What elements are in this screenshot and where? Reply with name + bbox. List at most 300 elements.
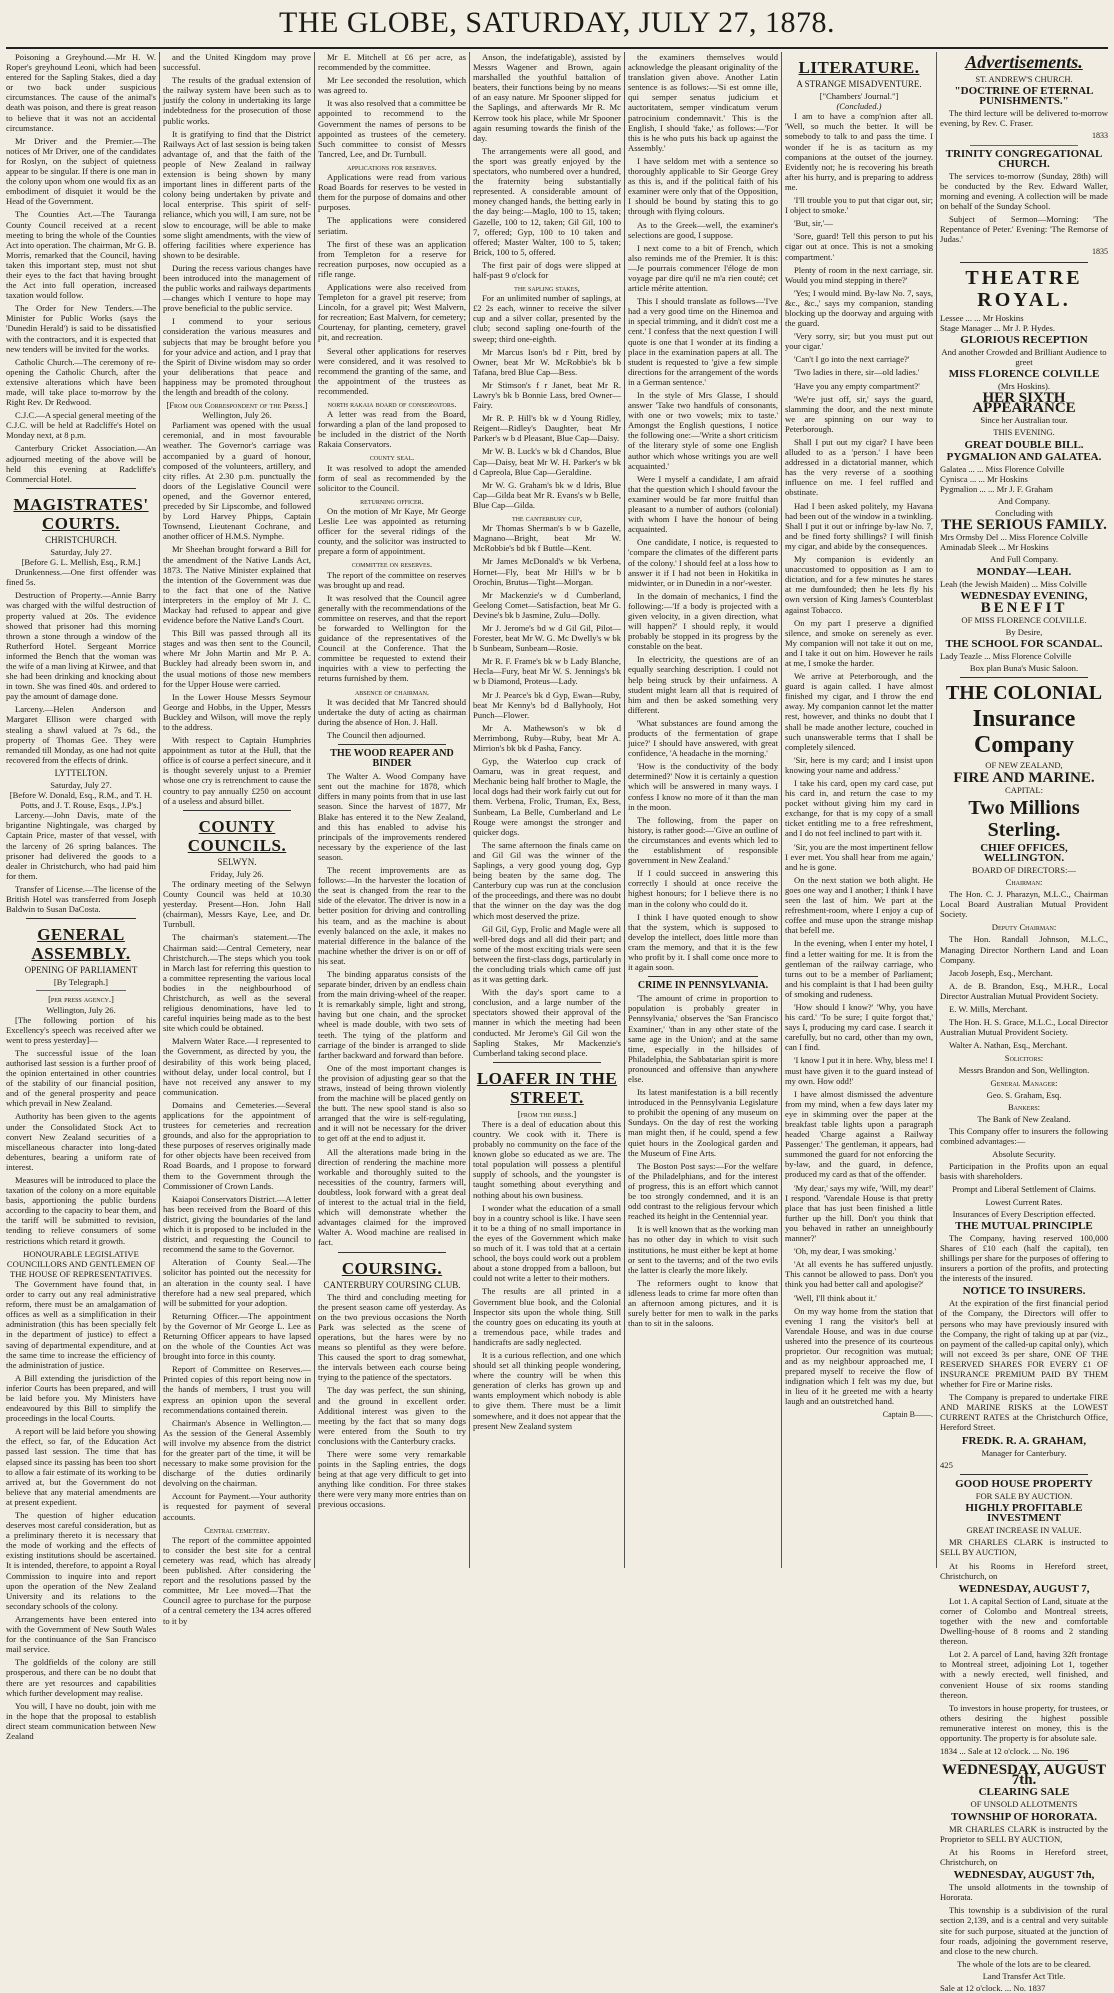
- news-paragraph: It is well known that as the working man has no other day in which to visit such institutions, he must either be kept at home or sent to the taverns; and of the two evils the latter is clearly the more likely.: [628, 1224, 778, 1275]
- story-paragraph: My companion is evidently an unaccustomed to opposition as I am to dictation, and for a few minutes he stares at me dumfounded; then he lets fly his own version of King James's Counterblast against Tobacco.: [785, 554, 933, 615]
- ad-line: Lowest Current Rates.: [985, 1196, 1063, 1207]
- news-paragraph: Kaiapoi Conservators District.—A letter has been received from the Board of this district, giving the boundaries of the land which it is proposed to be included in the district, and requesting the Council to recommend the same to the Governor.: [163, 1193, 311, 1255]
- divider: [960, 1760, 1088, 1761]
- ad-line: By Desire,: [1005, 627, 1043, 638]
- story-paragraph: 'Well, I'll think about it.': [794, 1292, 877, 1303]
- divider: [970, 145, 1078, 146]
- news-paragraph: Domains and Cemeteries.—Several applications for the appointment of trustees for cemeteries and recreation grounds, and also for the appropriation to these purposes of reserves originally made for other objects have been received from Road Boards, and I propose to forward them to the Government through the Commissioner of Crown Lands.: [163, 1099, 311, 1191]
- news-paragraph: All the alterations made bring in the direction of rendering the machine more workable and thoroughly suited to the necessities of the country, farmers will, doubtless, look forward with a great deal of interest to the actual trial in the field, which will demonstrate whether the advantages claimed for the improved Walter A. Wood machine are realised in fact.: [318, 1146, 466, 1248]
- ad-title: HIGHLY PROFITABLE INVESTMENT: [965, 1502, 1083, 1525]
- dateline: Saturday, July 27.: [50, 780, 112, 790]
- ad-text: MR CHARLES CLARK is instructed by the Proprietor to SELL BY AUCTION,: [940, 1823, 1108, 1844]
- column-3: [318, 52, 466, 1568]
- minor-heading: absence of chairman.: [354, 686, 430, 697]
- ad-title: THE COLONIAL: [945, 682, 1103, 705]
- ad-line: Stage Manager ... Mr J. P. Hydes.: [940, 322, 1056, 333]
- ad-text: Lot 2. A parcel of Land, having 32ft frontage to Montreal street, adjoining Lot 1, together with a newly erected, well finished, and convenient House of six rooms standing thereon.: [940, 1649, 1108, 1700]
- news-paragraph: the examiners themselves would acknowledge the pleasant originality of the translation given above. Another Latin sentence is as follows:—'Si est omne ille, qui semper senatus judicium et auctoritatem, semper vindicatum verum patrocinium condemnavit.' This is the English, I should 'fake,' as follows:—'For this is he who puts his back up against the Assembly.': [628, 52, 778, 153]
- ad-title: FIRE AND MARINE.: [953, 769, 1095, 786]
- news-paragraph: 'What substances are found among the products of the fermentation of grape juice?' I should have answered, with great confidence, 'A headache in the morning.': [628, 717, 778, 759]
- story-paragraph: In the evening, when I enter my hotel, I find a letter waiting for me. It is from the gentleman of the railway carriage, who turns out to be a member of Parliament; and his complaint is that I had been guilty of smoking and rudeness.: [785, 938, 933, 999]
- news-paragraph: The Counties Act.—The Tauranga County Council received at a recent meeting to bring the whole of the Counties Act into operation. The chairman, Mr G. B. Morris, remarked that the Council, having taken this important step, must not shut their eyes to the fact that having brought the Act into full operation, increased taxation would follow.: [6, 209, 156, 301]
- divider: [960, 677, 1088, 678]
- news-paragraph: I have seldom met with a sentence so thoroughly applicable to Sir George Grey as this is, and if the political faith of his examiner were only that of the Opposition, I should be bound by stating this to go through with flying colours.: [628, 155, 778, 217]
- news-paragraph: Arrangements have been entered into with the Government of New South Wales for the continuance of the San Francisco mail service.: [6, 1613, 156, 1655]
- column-1: [6, 52, 156, 1741]
- column-rule: [624, 52, 625, 1568]
- news-paragraph: In the domain of mechanics, I find the following:—'If a body is projected with a given velocity, in a given direction, what will happen?' I should reply, it would probably be stopped in its progress by the constable on the beat.: [628, 590, 778, 652]
- story-paragraph: On my part I preserve a dignified silence, and smoke on serenely as ever. My companion will not take it out on me, and I take it out on him. However he rails at me, I smoke the harder.: [785, 617, 933, 668]
- news-paragraph: Mr Marcus Ison's bd r Pitt, bred by Owner, beat Mr W. McRobbie's bk b Tafana, bred Blue Cap—Bess.: [473, 346, 621, 377]
- news-paragraph: A Bill extending the jurisdiction of the inferior Courts has been prepared, and will be laid before you. My Ministers have endeavoured by this Bill to simplify the proceedings in the local Courts.: [6, 1372, 156, 1424]
- ad-line: Box plan Buna's Music Saloon.: [969, 663, 1079, 674]
- news-paragraph: I think I have quoted enough to show that the system, which is supposed to develop the intellect, does little more than cram the memory, and that it is the few who profit by it. I shall come once more to it again soon.: [628, 911, 778, 973]
- news-paragraph: It was decided that Mr Tancred should undertake the duty of acting as chairman during the absence of Hon. J. Hall.: [318, 696, 466, 727]
- news-paragraph: The first of these was an application from Templeton for a reserve for recreation purposes, now occupied as a rifle range.: [318, 238, 466, 279]
- minor-heading: county seal.: [369, 452, 415, 463]
- news-paragraph: Mr W. G. Graham's bk w d Idris, Blue Cap—Gilda beat Mr R. Evans's w b Belle, Blue Cap—Gilda.: [473, 479, 621, 510]
- source-note: ["Chambers' Journal."]: [819, 91, 899, 102]
- news-paragraph: Mr R. P. Hill's bk w d Young Ridley, Reigent—Ridley's Daughter, beat Mr Parker's w b d Pleasant, Blue Cap—Daisy.: [473, 413, 621, 444]
- bench-note: [Before G. L. Mellish, Esq., R.M.]: [21, 557, 141, 568]
- ad-text: The third lecture will be delivered to-morrow evening, by Rev. C. Fraser.: [940, 108, 1108, 129]
- ad-line: Solicitors:: [1004, 1053, 1044, 1064]
- news-paragraph: Mr Driver and the Premier.—The notices of Mr Driver, one of the candidates for Roslyn, on the subject of quietness appear to be singular. If there is one man in the colony upon whom one would fix as an embodiment of disquiet it would be the Head of the Government.: [6, 135, 156, 207]
- news-paragraph: As to the Greek—well, the examiner's selections are good, I suppose.: [628, 219, 778, 240]
- ad-title: NOTICE TO INSURERS.: [962, 1285, 1086, 1298]
- news-paragraph: The results are all printed in a Government blue book, and the Colonial Inspector sits upon the whole thing. Still the country goes on educating its youth at a tremendous pace, while trades and handicrafts are sadly neglected.: [473, 1286, 621, 1347]
- ad-line: THIS EVENING.: [993, 427, 1055, 438]
- ad-line: Deputy Chairman:: [991, 922, 1057, 933]
- news-paragraph: and the United Kingdom may prove successful.: [163, 52, 311, 73]
- news-paragraph: Gil Gil, Gyp, Frolic and Magle were all well-bred dogs and all did their part; and some of the most exciting trials were seen between the first-class dogs, particularly in the concluding trials which came off just as it was getting dark.: [473, 923, 621, 985]
- story-paragraph: 'At all events he has suffered unjustly. This cannot be allowed to pass. Don't you think you had better call and apologise?': [785, 1259, 933, 1290]
- ad-line: Geo. S. Graham, Esq.: [986, 1089, 1062, 1100]
- ad-title: Two Millions Sterling.: [968, 796, 1080, 841]
- cast-line: Lady Teazle ... Miss Florence Colville: [940, 651, 1072, 662]
- bench-note: [Before W. Donald, Esq., R.M., and T. H. Potts, and J. T. Rouse, Esqs., J.P's.]: [9, 790, 153, 811]
- ad-number: 1833: [1092, 131, 1108, 141]
- ad-text: The Company is prepared to undertake FIRE AND MARINE RISKS at the LOWEST CURRENT RATES at the Christchurch Office, Hereford Street.: [940, 1392, 1108, 1433]
- ad-title: BENEFIT: [980, 599, 1068, 616]
- ad-line: Land Transfer Act Title.: [982, 1970, 1066, 1981]
- ad-footer: 1834 ... Sale at 12 o'clock. ... No. 196: [940, 1746, 1070, 1757]
- news-paragraph: Anson, the indefatigable), assisted by Messrs Wagener and Brown, again marshalled the youthful battalion of beaters, their functions being by no means of an easy nature. Mr Spooner slipped for the Saplings, and afterwards Mr R. Mc Kerrow took his place, while Mr Spooner again resuming towards the finish of the day.: [473, 52, 621, 143]
- ad-title: WEDNESDAY, AUGUST 7th.: [942, 1762, 1106, 1789]
- news-paragraph: It was also resolved that a committee be appointed to recommend to the Government the names of persons to be appointed as trustees of the cemetery. Such committee to consist of Messrs Tancred, Lee, and Dr. Turnbull.: [318, 98, 466, 159]
- story-paragraph: 'My dear,' says my wife, 'Will, my dear!' I respond. 'Varendale House is that pretty place that has just been finished a little further up the hill. Don't you think that you behaved in rather an unneighbourly manner?': [785, 1182, 933, 1244]
- news-paragraph: The day was perfect, the sun shining, and the ground in excellent order. Additional interest was given to the meeting by the fact that so many dogs were entered from the South to try conclusions with the Canterbury cracks.: [318, 1385, 466, 1446]
- ad-line: And Company.: [998, 496, 1050, 506]
- ad-title: GOOD HOUSE PROPERTY: [955, 1477, 1093, 1490]
- ad-text: Walter A. Nathan, Esq., Merchant.: [949, 1040, 1068, 1051]
- cast-line: Galatea ... ... Miss Florence Colville: [940, 463, 1065, 474]
- ad-line: Concluding with: [995, 508, 1053, 519]
- news-paragraph: With respect to Captain Humphries appointment as tutor at the Hull, that the office is of course a perfect sinecure, and it is thought severely unjust to a Premier whose one cry is retrenchment to cause the country to pay annually £250 on account of a useless and absurd billet.: [163, 735, 312, 806]
- ad-line: OF MISS FLORENCE COLVILLE.: [961, 614, 1087, 625]
- continuation-note: (Concluded.): [836, 101, 882, 112]
- ad-line: (Mrs Hoskins).: [997, 381, 1051, 392]
- story-paragraph: 'I know I put it in here. Why, bless me! I must have given it to the guard instead of my own. How odd!': [785, 1055, 933, 1086]
- section-heading: COURSING.: [341, 1258, 443, 1278]
- ad-text: To investors in house property, for trustees, or others desiring the highest possible remunerative interest on money, this is the opportunity. The property is for absolute sale.: [940, 1702, 1108, 1743]
- news-paragraph: In the Lower House Messrs Seymour George and Hobbs, in the Upper, Messrs Buckley and Wilson, will move the reply to the address.: [163, 691, 311, 732]
- column-rule: [469, 52, 470, 1568]
- ad-text: The Hon. H. S. Grace, M.L.C., Local Director Australian Mutual Provident Society.: [940, 1017, 1108, 1038]
- column-6: [785, 52, 933, 1568]
- news-paragraph: A report will be laid before you showing the effect, so far, of the Education Act passed last session. The time that has elapsed since its passing has been too short to allow a fair estimate of its working to be arrived at, but the Government do not believe that any material amendments are at present expedient.: [6, 1426, 156, 1507]
- news-paragraph: One of the most important changes is the provision of adjusting gear so that the straws, instead of being thrown violently from the machine will be placed gently on the butt. The new spool stand is also so arranged that the wire is self-regulating, and it will not be necessary for the driver to get off at the end to adjust it.: [318, 1062, 466, 1144]
- advertisements-heading: Advertisements.: [965, 52, 1083, 72]
- news-paragraph: Mr W. B. Luck's w bk d Chandos, Blue Cap—Daisy, beat Mr W. H. Parker's w bk d Capreola, Blue Cap—Geraldine.: [473, 446, 621, 477]
- minor-heading: applications for reserves.: [347, 161, 437, 172]
- section-heading: LITERATURE.: [798, 58, 920, 77]
- news-paragraph: Mr Mackenzie's w d Cumberland, Geelong Comet—Satisfaction, beat Mr G. Devine's bk b Jasmine, Zulu—Dolly.: [473, 589, 621, 620]
- ad-title: CHIEF OFFICES, WELLINGTON.: [980, 841, 1068, 864]
- news-paragraph: 'The amount of crime in proportion to population is probably greater in Pennsylvania,' observes the 'San Francisco Examiner,' 'than in any other state of the same age in the Union'; and at the same time, especially in the hillsides of Philadelphia, the Sabbatarian spirit is more pronounced and offensive than anywhere else.: [628, 993, 778, 1084]
- ad-title: PYGMALION AND GALATEA.: [946, 450, 1102, 463]
- news-paragraph: It was resolved to adopt the amended form of seal as recommended by the solicitor to the Council.: [318, 462, 466, 493]
- ad-title: TOWNSHIP OF HORORATA.: [951, 1810, 1097, 1823]
- section-heading: LOAFER IN THE STREET.: [476, 1068, 618, 1107]
- story-paragraph: 'Sir, you are the most impertinent fellow I ever met. You shall hear from me again,' and he is gone.: [785, 841, 933, 872]
- news-paragraph: If I could succeed in answering this correctly I should at once receive the highest honours; for I believe there is no man in the colony who could do it.: [628, 868, 778, 909]
- divider: [36, 990, 126, 991]
- news-paragraph: Mr Sheehan brought forward a Bill for the amendment of the Native Lands Act, 1873. The Native Minister explained that the intention of the Government was due to the fact that one of the Native interpreters in the employ of Mr J. C. Mackay had refused to appear and give evidence before the Native Land's Court.: [163, 544, 311, 626]
- news-paragraph: The successful issue of the loan authorised last session is a further proof of the opinion entertained in other countries of the stability of our financial position, and of the general prosperity and peace which prevail in New Zealand.: [6, 1047, 156, 1109]
- story-signature: Captain B——.: [882, 1409, 933, 1419]
- ad-line: OF NEW ZEALAND,: [985, 760, 1063, 771]
- news-paragraph: Several other applications for reserves were considered, and it was resolved to recommend the granting of the same, and the appointment of the trustees as recommended.: [318, 345, 466, 396]
- news-paragraph: The ordinary meeting of the Selwyn County Council was held at 10.30 yesterday. Present—Hon. John Hall (chairman), Messrs Kaye, Lee, and Dr. Turnbull.: [163, 878, 311, 930]
- column-rule: [159, 52, 160, 1568]
- news-paragraph: The Council then adjourned.: [327, 729, 426, 740]
- news-paragraph: Destruction of Property.—Annie Barry was charged with the wilful destruction of property valued at 20s. The evidence showed that prisoner had this morning thrown a stone through a window of the Rutherford Hotel. Sergeant Morrice informed the Bench that the woman was the wife of a man living at Kirwee, and that she had been drinking and knocking about in town. She was fined 40s. and ordered to pay the amount of damage done.: [6, 590, 156, 702]
- ad-text: At his Rooms in Hereford street, Christchurch, on: [940, 1846, 1108, 1867]
- news-paragraph: Mr A. Mathewson's w bk d Merrimbong, Ruby—Ruby, beat Mr A. Mirrion's bk bk d Pasha, Fancy.: [473, 722, 621, 753]
- ad-line: Prompt and Liberal Settlement of Claims.: [952, 1184, 1096, 1195]
- news-paragraph: It is gratifying to find that the District Railways Act of last session is being taken advantage of, and that the faith of the people of New Zealand in railway extension is being shown by many important lines in different parts of the colony being undertaken by private and local enterprise. This spirit of self-reliance, which you will, I am sure, not be slow to encourage, will be able to make some slight amendments, with the view of offering facilities where experience has shown to be desirable.: [163, 128, 311, 260]
- dateline: Saturday, July 27.: [50, 546, 112, 557]
- dateline: Friday, July 26.: [210, 868, 264, 879]
- news-paragraph: The first pair of dogs were slipped at half-past 9 o'clock for: [473, 259, 621, 280]
- divider: [338, 1252, 446, 1253]
- ad-title: GLORIOUS RECEPTION: [960, 333, 1088, 346]
- news-paragraph: Mr E. Mitchell at £6 per acre, as recommended by the committee.: [318, 52, 466, 73]
- news-paragraph: I commend to your serious consideration the various measures and subjects that may be brought before you for your advice and action, and I pray that the Spirit of Divine wisdom may so order your deliberations that peace and happiness may be promoted throughout the length and breadth of the colony.: [163, 316, 311, 397]
- subheading: CANTERBURY COURSING CLUB.: [323, 1279, 461, 1290]
- news-paragraph: Canterbury Cricket Association.—An adjourned meeting of the above will be held this evening at Radcliffe's Commercial Hotel.: [6, 443, 156, 484]
- story-paragraph: Had I been asked politely, my Havana had been out of the window in a twinkling. Shall I put it out or infringe by-law No. 7, and be fined forty shillings? I will finish my cigar, and abide by the consequences.: [785, 500, 933, 551]
- ad-title: CLEARING SALE: [978, 1786, 1070, 1799]
- ad-title: WEDNESDAY, AUGUST 7th,: [953, 1869, 1095, 1882]
- ad-text: This Company offer to insurers the following combined advantages:—: [940, 1125, 1108, 1147]
- news-paragraph: The Boston Post says:—For the welfare of the Philadelphians, and for the interest of progress, this is an effort which cannot be too strongly condemned, and it is an odd contrast to the religious fervour which reached its height in the Centennial year.: [628, 1160, 778, 1222]
- ad-line: BOARD OF DIRECTORS:—: [972, 864, 1076, 875]
- news-paragraph: The Walter A. Wood Company have sent out the machine for 1878, which differs in many points from that in use last season. Since the harvest of 1877, Mr Blake has entered it to the New Zealand, and this has enabled to advise his principals of the improvements rendered necessary by the experience of the last season.: [318, 771, 466, 862]
- ad-text: The services to-morrow (Sunday, 28th) will be conducted by the Rev. Edward Waller, morning and evening. A collection will be made on behalf of the Sunday School.: [940, 170, 1108, 212]
- news-paragraph: There is a deal of education about this country. We cook with it. There is probably no community on the face of the known globe so educated as we are. The total population will possess a plentiful supply of schools, and the youngster is taught something about everything and nothing about his own business.: [473, 1118, 621, 1200]
- divider: [493, 1062, 601, 1063]
- news-paragraph: [The following portion of his Excellency's speech was received after we went to press yesterday]—: [6, 1014, 156, 1045]
- ad-text: The Company, having reserved 100,000 Shares of £10 each (half the capital), ten shillings per share for the purposes of offering to insurers a portion of the profits, and protecting the interests of the insured.: [940, 1232, 1108, 1284]
- story-paragraph: 'Yes; I would mind. By-law No. 7, says, &c., &c.,' says my companion, standing blocking up the doorway and arguing with the guard.: [785, 287, 933, 329]
- ad-number: 1835: [1092, 247, 1108, 257]
- ad-line: Manager for Canterbury.: [981, 1447, 1067, 1458]
- minor-heading: committee on reserves.: [351, 559, 433, 570]
- news-paragraph: Gyp, the Waterloo cup crack of Oamaru, was in great request, and Mechanic being half brother to Magle, the local dogs had their work fairly cut out for them. Verbena, Frolic, Truman, Ex, Bess, Sunbeam, La Belle, Cumberland and Le Rouge were amongst the stronger and quicker dogs.: [473, 756, 621, 837]
- story-paragraph: 'Oh, my dear, I was smoking.': [794, 1246, 897, 1257]
- news-paragraph: Larceny.—Helen Anderson and Margaret Ellison were charged with stealing a shawl valued at 7s 6d., the property of Thomas Gee. They were remanded till Monday, as one had not quite recovered from the effects of drink.: [6, 704, 156, 765]
- subheading: SELWYN.: [217, 856, 257, 867]
- masthead-rule: [6, 47, 1108, 49]
- news-paragraph: The report of the committee on reserves was brought up and read.: [318, 569, 466, 590]
- ad-line: General Manager:: [990, 1077, 1058, 1088]
- section-heading: GENERAL ASSEMBLY.: [31, 925, 131, 964]
- news-paragraph: Returning Officer.—The appointment by the Governor of Mr George L. Lee as Returning Officer appears to have lapsed on the whole of the Counties Act was brought into force in this county.: [163, 1310, 311, 1362]
- cast-line: Aminadab Sleek ... Mr Hoskins: [940, 542, 1049, 553]
- story-paragraph: We arrive at Peterborough, and the guard is again called. I have almost finished my cigar, and I throw the end away. My companion cannot let the matter rest, however, and thinks no doubt that I shall be made another lecture, couched in such unanswerable terms that I shall be completely silenced.: [785, 671, 933, 752]
- dateline: Wellington, July 26.: [46, 1004, 116, 1015]
- newspaper-title: THE GLOBE, SATURDAY, JULY 27, 1878.: [279, 6, 835, 39]
- news-paragraph: 'How is the conductivity of the body determined?' Now it is certainly a question which will be answered in many ways. I confess I know no more of it than the man in the moon.: [628, 761, 778, 812]
- news-paragraph: Account for Payment.—Your authority is requested for payment of several accounts.: [163, 1491, 311, 1522]
- divider: [26, 918, 136, 919]
- story-paragraph: 'Sore, guard! Tell this person to put his cigar out at once. This is not a smoking compartment.': [785, 231, 933, 262]
- ad-line: Lessee ... ... Mr Hoskins: [940, 312, 1024, 323]
- news-paragraph: The same afternoon the finals came on and Gil Gil was the winner of the Saplings, a very good young dog, Gyp being beaten by the same dog. The Canterbury cup was run at the conclusion of the proceedings, and there was no doubt that the winner on the day was the dog which most deserved the prize.: [473, 839, 621, 921]
- news-paragraph: I wonder what the education of a small boy in a country school is like. I have seen it to be a thing of no small importance in the eyes of the Government which make so much of it. I was told that at a certain school, the boys could work out a problem about a stone dropped from a balloon, but could not write a letter to their mothers.: [473, 1202, 621, 1284]
- ad-line: Messrs Brandon and Son, Wellington.: [958, 1065, 1090, 1076]
- ad-title: ST. ANDREW'S CHURCH.: [975, 74, 1073, 84]
- ad-line: Chairman:: [1005, 876, 1043, 887]
- ad-line: Bankers:: [1007, 1101, 1041, 1112]
- story-paragraph: I am to have a comp'nion after all. 'Well, so much the better. It will be somebody to talk to and pass the time. I wonder if he is as taciturn as my companions at the outset of the journey. Evidently not; he is recovering his breath after his hurry, and is preparing to address me.: [785, 111, 933, 192]
- subheading: CHRISTCHURCH.: [45, 534, 117, 545]
- minor-heading: the sapling stakes,: [514, 283, 580, 294]
- subheading: LYTTELTON.: [54, 767, 108, 778]
- ad-line: GREAT INCREASE IN VALUE.: [966, 1525, 1082, 1536]
- ad-title: THE SCHOOL FOR SCANDAL.: [945, 638, 1103, 651]
- subheading: A STRANGE MISADVENTURE.: [796, 79, 922, 89]
- minor-heading: Central cemetery.: [204, 1524, 270, 1535]
- news-paragraph: Measures will be introduced to place the taxation of the colony on a more equitable basis, apportioning the public burdens according to the capacity to bear them, and the tariff will be submitted to revision, tending to relieve consumers of some restrictions which retard it growth.: [6, 1175, 156, 1246]
- ad-line: CAPITAL:: [1005, 784, 1043, 795]
- news-paragraph: C.J.C.—A special general meeting of the C.J.C. will be held at Radcliffe's Hotel on Monday next, at 8 p.m.: [6, 410, 156, 441]
- news-paragraph: Mr J. Jerome's bd w d Gil Gil, Pilot—Forester, beat Mr W. G. Mc Dwelly's w bk b Sunbeam, Sunbeam—Rosie.: [473, 622, 621, 654]
- story-paragraph: I take his card, open my card case, put his card in, and return the case to my pocket without giving him my card in exchange, for that is my copy of a small ticket entitling me to a free refreshment, and I do not feel inclined to part with it.: [785, 778, 933, 839]
- section-heading: COUNTY COUNCILS.: [187, 816, 287, 855]
- news-paragraph: The binding apparatus consists of the separate binder, driven by an endless chain from the main driving-wheel of the reaper. It is remarkably simple, light and strong, having but one chain, and the sprocket wheel is made double, with two sets of teeth. The tying of the platform and carriage of the binder is arranged to slide farther backward and forward than before.: [318, 968, 466, 1060]
- ad-text: The Hon. C. J. Pharazyn, M.L.C., Chairman Local Board Australian Mutual Provident Society.: [940, 889, 1108, 920]
- ad-text: E. W. Mills, Merchant.: [949, 1004, 1028, 1014]
- ad-text: MR CHARLES CLARK is instructed to SELL BY AUCTION,: [940, 1537, 1108, 1558]
- news-paragraph: On the motion of Mr Kaye, Mr George Leslie Lee was appointed as returning officer for the several ridings of the county, and the solicitor was instructed to prepare a form of appointment.: [318, 505, 466, 557]
- ad-line: And Full Company.: [990, 554, 1058, 565]
- news-paragraph: Mr James McDonald's w bk Verbena, Hornet—Fly, beat Mr Hill's w br b Orochin, Brutus—Tight—Morgan.: [473, 556, 621, 587]
- section-heading: MAGISTRATES' COURTS.: [13, 494, 149, 533]
- ad-text: At the expiration of the first financial period of the Company, the Directors will offer to persons who may have previously insured with the Company, the right of taking up at par (viz., on payment of the called-up capital only), which will not exceed 3s per share, ONE OF THE RESERVED SHARES FOR EVERY £1 OF INSURANCE PREMIUM PAID BY THEM whether for Fire or Marine risks.: [940, 1298, 1108, 1390]
- news-paragraph: In electricity, the questions are of an equally searching description. I could not help being struck by their unfairness. A student might learn all that is required of him and then be asked something very different.: [628, 654, 778, 715]
- source-note: [From our Correspondent of the Press.]: [166, 400, 308, 411]
- news-paragraph: Transfer of License.—The license of the British Hotel was transferred from Joseph Baldwin to Susan DaCosta.: [6, 883, 156, 915]
- news-paragraph: It is a curious reflection, and one which should set all thinking people wondering, where the country will be when this generation of clerks has grown up and wants employment which nobody is able to give them. There must be a limit somewhere, and it does not appear that the present New Zealand system: [473, 1349, 621, 1431]
- story-paragraph: 'Have you any empty compartment?': [794, 380, 920, 391]
- news-paragraph: Parliament was opened with the usual ceremonial, and in most favourable weather. The Governor's carriage was accompanied by a guard of honour, composed of the volunteers, artillery, and city rifles. At 2.30 p.m. punctually the doors of the Legislative Council were opened, and the Governor entered, preceded by Sir Lipscombe, and followed by Lord Harvey Phipps, Captain Townsend, Lieutenant Cochrane, and another officer of H.M.S. Nymphe.: [163, 420, 311, 542]
- divider: [338, 744, 446, 745]
- source-note: [from the press.]: [517, 1108, 577, 1119]
- news-paragraph: Mr Lee seconded the resolution, which was agreed to.: [318, 75, 466, 96]
- news-paragraph: During the recess various changes have been introduced into the management of the public works and railways departments—changes which I venture to hope may prove beneficial to the public service.: [163, 262, 311, 314]
- news-paragraph: Mr Stimson's f r Janet, beat Mr R. Lawry's bk b Bonnie Lass, bred Owner—Fairy.: [473, 379, 621, 411]
- story-paragraph: 'Two ladies in there, sir—old ladies.': [794, 367, 920, 378]
- ad-text: The Hon. Randall Johnson, M.L.C., Managing Director Northern Land and Loan Company.: [940, 934, 1108, 965]
- story-paragraph: I have almost dismissed the adventure from my mind, when a few days later my eye in skimming over the paper at the breakfast table lights upon a paragraph headed 'Charge against a Railway Passenger.' The gentleman, it appears, had summoned the guard for not enforcing the by-law, and the guard, in defence, produced my card as that of the offender.: [785, 1088, 933, 1180]
- source-note: [per press agency.]: [48, 994, 114, 1005]
- news-paragraph: This Bill was passed through all its stages and was then sent to the Council, where Mr John Martin and Mr P. A. Buckley had already been sworn in, and the usual motions of those new members for the Upper House were carried.: [163, 628, 311, 689]
- story-paragraph: Plenty of room in the next carriage, sir. Would you mind stepping in there?': [785, 264, 933, 285]
- divider: [960, 1474, 1088, 1475]
- news-paragraph: You will, I have no doubt, join with me in the hope that the proposal to establish direct steam communication between New Zealand: [6, 1700, 156, 1741]
- news-paragraph: With the day's sport came to a conclusion, and a large number of the spectators showed their approval of the manner in which the meeting had been conducted. Mr Jerome's Gil Gil won the Sapling Stakes, Mr Mackenzie's Cumberland taking second place.: [473, 987, 621, 1058]
- column-2: [163, 52, 312, 1626]
- cast-line: Leah (the Jewish Maiden) ... Miss Colville: [940, 578, 1087, 589]
- story-paragraph: Shall I put out my cigar? I have been alluded to as a 'person.' I have been addressed in a dictatorial manner, which has the very reverse of a soothing influence on me. I feel ruffled and obstinate.: [785, 437, 933, 498]
- ad-title: THEATRE ROYAL.: [965, 266, 1083, 311]
- news-paragraph: Applications were also received from Templeton for a gravel pit reserve; from Lincoln, for a gravel pit; West Malvern, for recreation; East Malvern, for cemetery; Courtenay, for planting, cemetery, gravel pit, and recreation.: [318, 281, 466, 343]
- ad-line: And another Crowded and Brilliant Audience to greet: [941, 346, 1107, 367]
- ad-title: THE MUTUAL PRINCIPLE: [955, 1219, 1093, 1232]
- news-paragraph: This I should translate as follows—'I've had a very good time on the Hinemoa and in special trimming, and it didn't cost me a cent.' I confess that the next question I will quote is one that I wonder at its finding a place in the examination papers at all. The student is requested to 'give a few simple directions for the arrangement of the words in a German sentence.': [628, 296, 778, 387]
- ad-line: Insurances of Every Description effected.: [952, 1208, 1096, 1219]
- news-paragraph: Report of Committee on Reserves.—Printed copies of this report being now in the hands of members, I trust you will express an opinion upon the several recommendations contained therein.: [163, 1364, 311, 1415]
- news-paragraph: The Government have found that, in order to carry out any real administrative reform, there must be an amalgamation of offices as well as a simplification in their administration (this has been specially felt in the department of justice) to effect a saving of departmental expenditure, and at the same time to increase the efficiency of the administration of justice.: [6, 1278, 156, 1370]
- ad-title: "DOCTRINE OF ETERNAL PUNISHMENTS.": [954, 85, 1094, 108]
- news-paragraph: Authority has been given to the agents under the Consolidated Stock Act to convert New Zealand securities of a miscellaneous character into long-dated debentures, bearing a uniform rate of interest.: [6, 1111, 156, 1172]
- ad-text: A. de B. Brandon, Esq., M.H.R., Local Director Australian Mutual Provident Society.: [940, 980, 1108, 1001]
- ad-text: The unsold allotments in the township of Hororata.: [940, 1882, 1108, 1903]
- speech-address: HONOURABLE LEGISLATIVE COUNCILLORS AND GENTLEMEN OF THE HOUSE OF REPRESENTATIVES.: [6, 1248, 156, 1279]
- news-paragraph: Poisoning a Greyhound.—Mr H. W. Roper's greyhound Leoni, which had been entered for the Sapling Stakes, died a day or two back under suspicious circumstances. The cause of the animal's death was poison, and there is great reason to believe that it was not an accidental circumstance.: [6, 52, 156, 133]
- ad-line: FOR SALE BY AUCTION.: [975, 1490, 1073, 1501]
- column-7-advertisements: [940, 52, 1108, 1993]
- dateline: Wellington, July 26.: [202, 410, 272, 421]
- news-paragraph: There were some very remarkable points in the Sapling entries, the dogs being at that age very difficult to get into anything like condition. For three stakes there were very many more entries than on previous occasions.: [318, 1449, 466, 1510]
- section-heading: THE WOOD REAPER AND BINDER: [330, 748, 454, 770]
- news-paragraph: I next come to a bit of French, which also reminds me of the Premier. It is this:—Je pourrais commencer l'éloge de mon voyage par dire qu'il ne m'a rien couté; cet article mérite attention.: [628, 242, 778, 294]
- news-paragraph: The results of the gradual extension of the railway system have been such as to justify the colony in undertaking its large indebtedness for the prosecution of those public works.: [163, 75, 311, 126]
- news-paragraph: Larceny.—John Davis, mate of the brigantine Nightingale, was charged by Captain Price, master of that vessel, with the larceny of 26 spring balances. The prisoner had delivered the goods to a dealer in Christchurch, who had paid him for them.: [6, 810, 156, 881]
- ad-line: Since her Australian tour.: [980, 415, 1068, 426]
- news-paragraph: The chairman's statement.—The Chairman said:—Central Cemetery, near Christchurch.—The steps which you took in March last for referring this question to a committee representing the various local bodies in the neighbourhood of Christchurch, as well as the several religious denominations, have led to careful inquiries being made as to the best site which could be obtained.: [163, 932, 311, 1034]
- ad-title: FREDK. R. A. GRAHAM,: [961, 1434, 1087, 1447]
- news-paragraph: In the style of Mrs Glasse, I should answer 'Take two handfuls of consonants, with one or two vowels; mix to taste.' Amongst the English questions, I notice the following one:—'Write a short criticism of the literary style of some one English author which whose writings you are well acquainted.': [628, 390, 778, 471]
- news-paragraph: The Order for New Tenders.—The Minister for Public Works (says the 'Dunedin Herald') is said to be dissatisfied with the contractors, and it is expected that new tenders will be invited for the works.: [6, 303, 156, 354]
- news-paragraph: A letter was read from the Board, forwarding a plan of the land proposed to be included in the district of the North Rakaia Conservators.: [318, 409, 466, 450]
- minor-heading: the canterbury cup,: [511, 513, 583, 524]
- masthead: [0, 6, 1114, 46]
- ad-title: HER SIXTH APPEARANCE: [972, 390, 1076, 417]
- story-paragraph: 'How should I know?' 'Why, you have his card.' 'To be sure; I quite forgot that,' says I, producing my card case. I search it carefully, but no card, other than my own, can I find.: [785, 1001, 933, 1053]
- news-paragraph: Its latest manifestation is a bill recently introduced in the Pennsylvania Legislature to prohibit the opening of any museum on Sundays. On the day of rest the working man might then, if he could, spend a few quiet hours in the Zoological garden and the Museum of Fine Arts.: [628, 1087, 778, 1158]
- news-paragraph: The following, from the paper on history, is rather good:—'Give an outline of the circumstances and events which led to the establishment of responsible government in New Zealand.': [628, 814, 778, 866]
- story-paragraph: 'But, sir,'—: [794, 218, 833, 229]
- ad-text: At his Rooms in Hereford street, Christchurch, on: [940, 1560, 1108, 1581]
- source-note: [By Telegraph.]: [53, 977, 109, 988]
- ad-text: Lot 1. A capital Section of Land, situate at the corner of Colombo and Montreal streets, together with the new and comfortable Dwelling-house of 8 rooms and 2 standing thereon.: [940, 1595, 1108, 1647]
- story-paragraph: 'Can't I go into the next carriage?': [794, 354, 910, 365]
- ad-title: TRINITY CONGREGATIONAL CHURCH.: [945, 147, 1103, 170]
- story-paragraph: 'Sir, here is my card; and I insist upon knowing your name and address.': [785, 754, 933, 775]
- ad-text: Participation in the Profits upon an equal basis with shareholders.: [940, 1161, 1108, 1182]
- news-paragraph: Applications were read from various Road Boards for reserves to be vested in them for the purpose of domains and other purposes.: [318, 172, 466, 213]
- news-paragraph: The reformers ought to know that idleness leads to crime far more often than an afternoon among pictures, and it is surely better for men to walk in the parks than to sit in the saloons.: [628, 1277, 778, 1329]
- news-paragraph: Were I myself a candidate, I am afraid that the question which I should favour the examiner would be far more fruitful than pleasant to a number of authors (colonial) with whom I have the honour of being acquainted.: [628, 473, 778, 535]
- news-paragraph: Mr J. Pearce's bk d Gyp, Ewan—Ruby, beat Mr Kenny's bd d Ballyhooly, Hot Punch—Flower.: [473, 689, 621, 720]
- subheading: OPENING OF PARLIAMENT: [24, 965, 138, 976]
- story-paragraph: On the next station we both alight. He goes one way and I another; I think I have seen the last of him. We part at the refreshment-room, where I enjoy a cup of coffee and muse upon the strange mishap that befell me.: [785, 874, 933, 936]
- ad-line: The Bank of New Zealand.: [977, 1113, 1071, 1124]
- story-paragraph: 'Very sorry, sir; but you must put out your cigar.': [785, 331, 933, 352]
- news-paragraph: Alteration of County Seal.—The solicitor has pointed out the necessity for an alteration in the county seal. I have therefore had a new seal prepared, which will be submitted for your adoption.: [163, 1257, 311, 1308]
- news-paragraph: One candidate, I notice, is requested to 'compare the climates of the different parts of the colony.' I should feel at a loss how to answer it if I had not been in Hokitika in midwinter, or in Dunedin in a nor'-wester.: [628, 537, 778, 588]
- ad-footer: Sale at 12 o'clock. ... No. 1837: [940, 1982, 1046, 1993]
- ad-text: Jacob Joseph, Esq., Merchant.: [949, 967, 1053, 978]
- ad-title: THE SERIOUS FAMILY.: [941, 517, 1107, 534]
- news-paragraph: Chairman's Absence in Wellington.—As the session of the General Assembly will involve my absence from the district for the greater part of the time, it will be necessary to make some provision for the discharge of the duties ordinarily devolving on the chairman.: [163, 1417, 311, 1489]
- divider: [26, 488, 136, 489]
- story-paragraph: 'We're just off, sir,' says the guard, slamming the door, and the next minute we are spinning on our way to Peterborough.: [785, 393, 933, 434]
- cast-line: Pygmalion ... ... Mr J. F. Graham: [940, 483, 1053, 494]
- ad-title: MISS FLORENCE COLVILLE: [948, 367, 1100, 380]
- ad-title: WEDNESDAY, AUGUST 7,: [958, 1582, 1090, 1595]
- ad-text: Subject of Sermon—Morning: 'The Repentance of Peter.' Evening: 'The Remorse of Judas.': [940, 214, 1108, 245]
- news-paragraph: Malvern Water Race.—I represented to the Government, as directed by you, the desirability of this work being placed, without delay, under local control, but I have not received any answer to my communication.: [163, 1036, 311, 1097]
- news-paragraph: For an unlimited number of saplings, at £2 2s each, winner to receive the silver cup and a silver collar, presented by the club; second sapling one-fourth of the sweep; third one-eighth.: [473, 293, 621, 344]
- divider: [960, 262, 1088, 263]
- cast-line: Mrs Ormsby Del ... Miss Florence Colville: [940, 532, 1088, 543]
- news-paragraph: The question of higher education deserves most careful consideration, but as a preliminary thereto it is necessary that the mode of working and the effects of existing institutions should be ascertained. It is intended, therefore, to appoint a Royal Commission to inquire into and report upon the operation of the New Zealand University and its relations to the secondary schools of the colony.: [6, 1510, 156, 1611]
- cast-line: Cynisca ... ... Mr Hoskins: [940, 473, 1028, 484]
- column-rule: [781, 52, 782, 1568]
- divider: [648, 976, 758, 977]
- minor-heading: north rakaia board of conservators.: [327, 399, 457, 409]
- ad-number: 425: [940, 1459, 953, 1470]
- ad-title: GREAT DOUBLE BILL.: [964, 438, 1084, 451]
- ad-line: OF UNSOLD ALLOTMENTS: [970, 1799, 1078, 1810]
- ad-line: Absolute Security.: [992, 1149, 1056, 1160]
- news-paragraph: It was resolved that the Council agree generally with the recommendations of the committee on reserves, and that the report be forwarded to Wellington for the guidance of the representatives of the Council at the Conference. That the committee be requested to extend their inquiries with a view to perfecting the returns furnished by them.: [318, 592, 466, 684]
- news-paragraph: The goldfields of the colony are still prosperous, and there can be no doubt that there are yet resources and capabilities which further development may realise.: [6, 1657, 156, 1698]
- story-paragraph: 'I'll trouble you to put that cigar out, sir; I object to smoke.': [785, 195, 933, 216]
- news-paragraph: The applications were considered seriatim.: [318, 215, 466, 236]
- ad-title: WEDNESDAY EVENING,: [960, 589, 1088, 602]
- news-paragraph: The third and concluding meeting for the present season came off yesterday. As on the two previous occasions the North Park was selected as the scene of operations, but the hares were by no means so plentiful as they were before. This caused the sport to drag somewhat, the intervals between each course being trying to the patience of the spectators.: [318, 1291, 466, 1383]
- news-paragraph: Mr R. F. Frame's bk w b Lady Blanche, Hecla—Fury, beat Mr W. S. Jennings's bk w b Diamond, Proteus—Lady.: [473, 656, 621, 687]
- minor-heading: returning officer.: [360, 495, 424, 506]
- column-rule: [314, 52, 315, 1568]
- column-rule: [936, 52, 937, 1568]
- news-paragraph: The recent improvements are as follows:—In the harvester the location of the seat is changed from the rear to the side of the elevator. The driver is now in a better position for driving and controlling his team, and as the machine is about evenly balanced on the axle, it makes no material difference in the balance of the machine whether the driver is on or off of his seat.: [318, 865, 466, 966]
- news-paragraph: Catholic Church.—The ceremony of re-opening the Catholic Church, after the extensive alterations which have been made, will take place to-morrow by the Right Rev. Dr Redwood.: [6, 356, 156, 408]
- news-paragraph: Mr Thomas Sherman's b w b Gazelle, Magnano—Bright, beat Mr W. McRobbie's bd bk f Buttle—Kent.: [473, 523, 621, 554]
- news-paragraph: The report of the committee appointed to consider the best site for a central cemetery was read, which has already been published. After considering the report and the resolutions passed by the committee, Mr Lee moved—That the Council agree to purchase for the purpose of a central cemetery the 134 acres offered to it by: [163, 1534, 311, 1626]
- section-heading: CRIME IN PENNSYLVANIA.: [637, 980, 769, 992]
- ad-title: MONDAY—LEAH.: [976, 565, 1072, 578]
- news-paragraph: The arrangements were all good, and the sport was greatly enjoyed by the spectators, who numbered over a hundred, the fraternity being substantially represented. A considerable amount of money changed hands, the betting early in the day being:—Maglo, 100 to 15, taken; Gazelle, 100 to 12, taken; Gil Gil, 100 to 7, offered; Gyp, 100 to 10 taken and offered; Master Walter, 100 to 5, taken; Brick, 100 to 5, offered.: [473, 145, 621, 257]
- divider: [183, 810, 291, 811]
- column-5: [628, 52, 778, 1568]
